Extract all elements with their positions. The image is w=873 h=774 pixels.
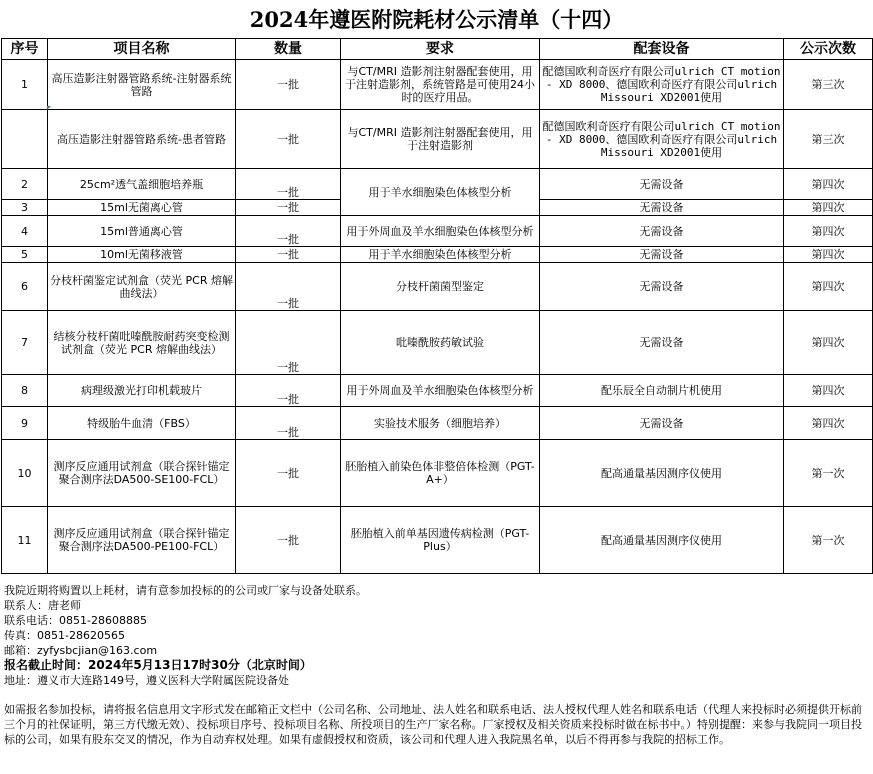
header-name: 项目名称 bbox=[48, 39, 236, 60]
cell-qty: 一批 bbox=[236, 375, 341, 407]
notes-email: 邮箱：zyfysbcjian@163.com bbox=[4, 644, 158, 657]
cell-times: 第四次 bbox=[784, 311, 873, 375]
cell-no: 4 bbox=[2, 216, 48, 247]
cell-times: 第三次 bbox=[784, 60, 873, 110]
table-row bbox=[2, 247, 873, 263]
cell-equip: 无需设备 bbox=[540, 200, 784, 216]
cell-equip: 无需设备 bbox=[540, 247, 784, 263]
cell-times: 第四次 bbox=[784, 375, 873, 407]
cell-equip: 配乐辰全自动制片机使用 bbox=[540, 375, 784, 407]
cell-qty: 一批 bbox=[236, 263, 341, 311]
notes-deadline: 报名截止时间：2024年5月13日17时30分（北京时间） bbox=[4, 658, 312, 672]
cell-name: 15ml普通离心管 bbox=[48, 216, 236, 247]
cell-qty: 一批 bbox=[236, 200, 341, 216]
cell-no: 9 bbox=[2, 407, 48, 440]
notes-address: 地址：遵义市大连路149号，遵义医科大学附属医院设备处 bbox=[4, 674, 289, 687]
cell-equip: 配德国欧利奇医疗有限公司ulrich CT motion - XD 8000、德国欧利奇医疗有限公司ulrich Missouri XD2001使用 bbox=[540, 110, 784, 169]
cell-no bbox=[2, 110, 48, 169]
header-qty: 数量 bbox=[236, 39, 341, 60]
cell-name: 高压造影注射器管路系统-患者管路 bbox=[48, 110, 236, 169]
cell-name: 15ml无菌离心管 bbox=[48, 200, 236, 216]
table-row bbox=[2, 216, 873, 247]
header-equip: 配套设备 bbox=[540, 39, 784, 60]
cell-qty: 一批 bbox=[236, 216, 341, 247]
page-title: 2024年遵医附院耗材公示清单（十四） bbox=[249, 7, 624, 32]
cell-times: 第四次 bbox=[784, 216, 873, 247]
cell-qty: 一批 bbox=[236, 247, 341, 263]
cell-equip: 无需设备 bbox=[540, 169, 784, 200]
cell-qty: 一批 bbox=[236, 110, 341, 169]
header-req: 要求 bbox=[341, 39, 540, 60]
cell-req: 分枝杆菌菌型鉴定 bbox=[341, 263, 540, 311]
notes-section bbox=[4, 583, 870, 747]
cell-qty: 一批 bbox=[236, 311, 341, 375]
table-row bbox=[2, 507, 873, 574]
cell-no: 7 bbox=[2, 311, 48, 375]
cell-qty: 一批 bbox=[236, 407, 341, 440]
cell-no: 10 bbox=[2, 440, 48, 507]
cell-no: 11 bbox=[2, 507, 48, 574]
cell-name: 结核分枝杆菌吡嗪酰胺耐药突变检测试剂盒（荧光 PCR 熔解曲线法） bbox=[48, 311, 236, 375]
cell-equip: 无需设备 bbox=[540, 263, 784, 311]
cell-name: 25cm²透气盖细胞培养瓶 bbox=[48, 169, 236, 200]
cell-comment-marker bbox=[47, 106, 51, 110]
cell-name: 分枝杆菌鉴定试剂盒（荧光 PCR 熔解曲线法） bbox=[48, 263, 236, 311]
header-no: 序号 bbox=[2, 39, 48, 60]
cell-times: 第三次 bbox=[784, 110, 873, 169]
cell-times: 第四次 bbox=[784, 407, 873, 440]
cell-name: 测序反应通用试剂盒（联合探针锚定聚合测序法DA500-SE100-FCL） bbox=[48, 440, 236, 507]
cell-times: 第一次 bbox=[784, 507, 873, 574]
cell-req: 用于外周血及羊水细胞染色体核型分析 bbox=[341, 216, 540, 247]
items-table bbox=[1, 38, 873, 574]
cell-times: 第一次 bbox=[784, 440, 873, 507]
cell-req: 胚胎植入前单基因遗传病检测（PGT-Plus） bbox=[341, 507, 540, 574]
table-row bbox=[2, 169, 873, 200]
table-row bbox=[2, 263, 873, 311]
cell-equip: 无需设备 bbox=[540, 311, 784, 375]
cell-no: 5 bbox=[2, 247, 48, 263]
cell-req: 胚胎植入前染色体非整倍体检测（PGT-A+） bbox=[341, 440, 540, 507]
cell-times: 第四次 bbox=[784, 263, 873, 311]
cell-equip: 无需设备 bbox=[540, 407, 784, 440]
notes-fax: 传真：0851-28620565 bbox=[4, 629, 125, 642]
table-header-row bbox=[2, 39, 873, 60]
cell-name: 高压造影注射器管路系统-注射器系统管路 bbox=[48, 60, 236, 110]
cell-equip: 配高通量基因测序仪使用 bbox=[540, 507, 784, 574]
cell-req: 吡嗪酰胺药敏试验 bbox=[341, 311, 540, 375]
cell-equip: 配高通量基因测序仪使用 bbox=[540, 440, 784, 507]
notes-contact: 联系人：唐老师 bbox=[4, 599, 81, 612]
table-row bbox=[2, 375, 873, 407]
cell-name: 病理级激光打印机载玻片 bbox=[48, 375, 236, 407]
notes-phone: 联系电话：0851-28608885 bbox=[4, 614, 147, 627]
cell-name: 测序反应通用试剂盒（联合探针锚定聚合测序法DA500-PE100-FCL） bbox=[48, 507, 236, 574]
cell-req: 与CT/MRI 造影剂注射器配套使用，用于注射造影剂，系统管路是可使用24小时的医疗用品。 bbox=[341, 60, 540, 110]
cell-no: 6 bbox=[2, 263, 48, 311]
table-row bbox=[2, 407, 873, 440]
cell-no: 2 bbox=[2, 169, 48, 200]
cell-times: 第四次 bbox=[784, 247, 873, 263]
cell-times: 第四次 bbox=[784, 200, 873, 216]
cell-req: 用于羊水细胞染色体核型分析 bbox=[341, 169, 540, 216]
table-row bbox=[2, 110, 873, 169]
cell-qty: 一批 bbox=[236, 60, 341, 110]
cell-req: 与CT/MRI 造影剂注射器配套使用，用于注射造影剂 bbox=[341, 110, 540, 169]
header-times: 公示次数 bbox=[784, 39, 873, 60]
cell-req: 用于外周血及羊水细胞染色体核型分析 bbox=[341, 375, 540, 407]
cell-no: 1 bbox=[2, 60, 48, 110]
table-row bbox=[2, 311, 873, 375]
cell-name: 10ml无菌移液管 bbox=[48, 247, 236, 263]
table-row bbox=[2, 440, 873, 507]
cell-no: 3 bbox=[2, 200, 48, 216]
cell-qty: 一批 bbox=[236, 169, 341, 200]
cell-req: 用于羊水细胞染色体核型分析 bbox=[341, 247, 540, 263]
cell-req: 实验技术服务（细胞培养） bbox=[341, 407, 540, 440]
cell-equip: 无需设备 bbox=[540, 216, 784, 247]
cell-qty: 一批 bbox=[236, 440, 341, 507]
table-row bbox=[2, 60, 873, 110]
cell-no: 8 bbox=[2, 375, 48, 407]
cell-times: 第四次 bbox=[784, 169, 873, 200]
notes-intro: 我院近期将购置以上耗材，请有意参加投标的的公司或厂家与设备处联系。 bbox=[4, 584, 367, 597]
cell-equip: 配德国欧利奇医疗有限公司ulrich CT motion - XD 8000、德国欧利奇医疗有限公司ulrich Missouri XD2001使用 bbox=[540, 60, 784, 110]
cell-qty: 一批 bbox=[236, 507, 341, 574]
notes-instructions: 如需报名参加投标，请将报名信息用文字形式发在邮箱正文栏中（公司名称、公司地址、法人姓名和联系电话、法人授权代理人姓名和联系电话（代理人来投标时必须提供开标前三个月的社保证明，第三方代缴无效）、投标项目序号、投标项目名称、所投项目的生产厂家名称。厂家授权及相关资质来投标时做在标书中。）特别提醒：来参与我院同一项目投标的公司，如果有股东交叉的情况，作为自动弃权处理。如果有虚假授权和资质，该公司和代理人进入我院黑名单，以后不得再参与我院的招标工作。 bbox=[4, 703, 862, 746]
cell-name: 特级胎牛血清（FBS） bbox=[48, 407, 236, 440]
